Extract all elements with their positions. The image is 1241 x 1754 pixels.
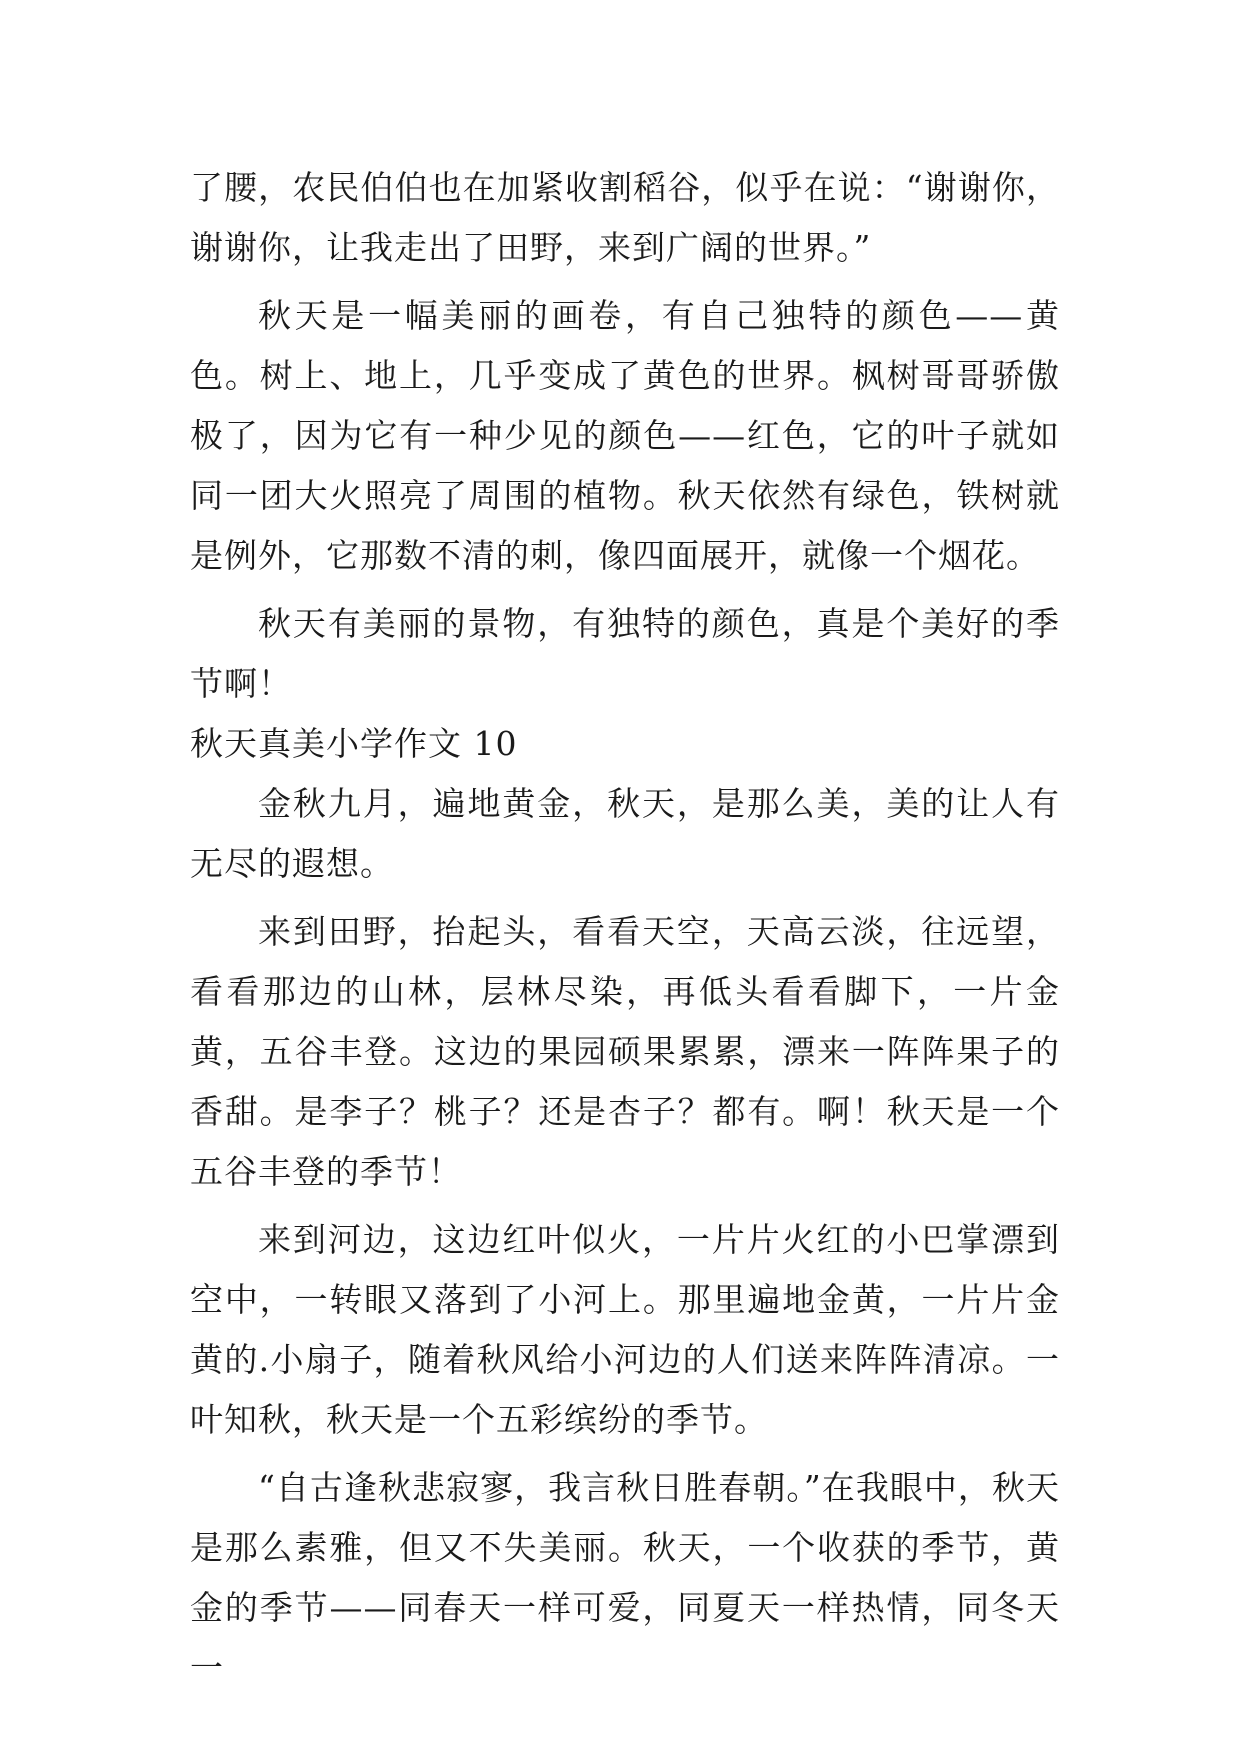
paragraph-continuation: 了腰，农民伯伯也在加紧收割稻谷，似乎在说：“谢谢你，谢谢你，让我走出了田野，来到广阔的世界。” — [190, 168, 1060, 267]
essay-title: 秋天真美小学作文 10 — [190, 724, 518, 763]
paragraph-autumn-colors: 秋天是一幅美丽的画卷，有自己独特的颜色——黄色。树上、地上，几乎变成了黄色的世界。枫树哥哥骄傲极了，因为它有一种少见的颜色——红色，它的叶子就如同一团大火照亮了周围的植物。秋天依然有绿色，铁树就是例外，它那数不清的刺，像四面展开，就像一个烟花。 — [190, 296, 1060, 575]
paragraph-golden-september: 金秋九月，遍地黄金，秋天，是那么美，美的让人有无尽的遐想。 — [190, 784, 1060, 883]
paragraph-fields: 来到田野，抬起头，看看天空，天高云淡，往远望，看看那边的山林，层林尽染，再低头看看脚下，一片金黄，五谷丰登。这边的果园硕果累累，漂来一阵阵果子的香甜。是李子？桃子？还是杏子？都有。啊！秋天是一个五谷丰登的季节！ — [190, 912, 1060, 1191]
paragraph-poem-quote: “自古逢秋悲寂寥，我言秋日胜春朝。”在我眼中，秋天是那么素雅，但又不失美丽。秋天，一个收获的季节，黄金的季节——同春天一样可爱，同夏天一样热情，同冬天一 — [190, 1468, 1060, 1687]
paragraph-riverside: 来到河边，这边红叶似火，一片片火红的小巴掌漂到空中，一转眼又落到了小河上。那里遍地金黄，一片片金黄的.小扇子，随着秋风给小河边的人们送来阵阵清凉。一叶知秋，秋天是一个五彩缤纷的季节。 — [190, 1220, 1060, 1439]
document-body — [190, 158, 1060, 1698]
paragraph-autumn-conclusion: 秋天有美丽的景物，有独特的颜色，真是个美好的季节啊！ — [190, 604, 1060, 703]
